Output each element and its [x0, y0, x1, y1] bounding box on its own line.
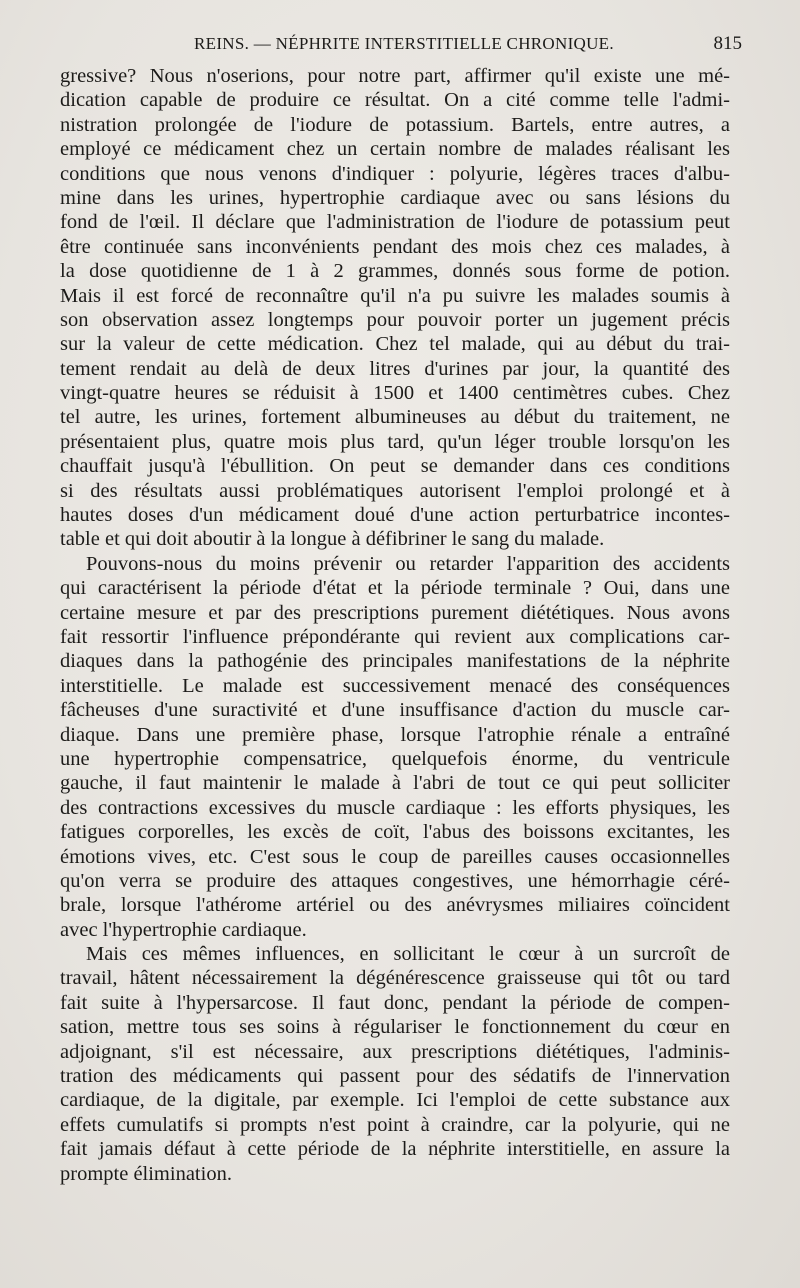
text-line: diaque. Dans une première phase, lorsque l'atrophie rénale a entraîné — [60, 723, 730, 746]
text-line: la dose quotidienne de 1 à 2 grammes, donnés sous forme de potion. — [60, 260, 730, 283]
text-line: tement rendait au delà de deux litres d'urines par jour, la quantité des — [60, 357, 730, 380]
text-line: fâcheuses d'une suractivité et d'une insuffisance d'action du muscle car- — [60, 699, 730, 722]
text-line: cardiaque, de la digitale, par exemple. Ici l'emploi de cette substance aux — [60, 1089, 730, 1112]
text-line: hautes doses d'un médicament doué d'une action perturbatrice incontes- — [60, 504, 730, 527]
text-line: qu'on verra se produire des attaques congestives, une hémorrhagie céré- — [60, 869, 730, 892]
text-line: tel autre, les urines, fortement albumineuses au début du traitement, ne — [60, 406, 730, 429]
text-line: effets cumulatifs si prompts n'est point à craindre, car la polyurie, qui ne — [60, 1113, 730, 1136]
text-line: travail, hâtent nécessairement la dégénérescence graisseuse qui tôt ou tard — [60, 967, 730, 990]
text-line: vingt-quatre heures se réduisit à 1500 et 1400 centimètres cubes. Chez — [60, 382, 730, 405]
text-line: Pouvons-nous du moins prévenir ou retarder l'apparition des accidents — [86, 552, 730, 575]
body-text — [60, 64, 730, 1186]
text-line: employé ce médicament chez un certain nombre de malades réalisant les — [60, 138, 730, 161]
text-line: conditions que nous venons d'indiquer : polyurie, légères traces d'albu- — [60, 162, 730, 185]
text-line: nistration prolongée de l'iodure de potassium. Bartels, entre autres, a — [60, 113, 730, 136]
running-header — [60, 30, 742, 58]
paragraph-1 — [60, 64, 730, 552]
text-line: gressive? Nous n'oserions, pour notre part, affirmer qu'il existe une mé- — [60, 65, 730, 87]
text-line: fatigues corporelles, les excès de coït, l'abus des boissons excitantes, les — [60, 821, 730, 844]
text-line: des contractions excessives du muscle cardiaque : les efforts physiques, les — [60, 796, 730, 819]
page-number: 815 — [713, 33, 742, 54]
section-title: REINS. — NÉPHRITE INTERSTITIELLE CHRONIQUE. — [194, 34, 614, 53]
text-line: tration des médicaments qui passent pour des sédatifs de l'innervation — [60, 1065, 730, 1088]
paragraph-2 — [60, 552, 730, 942]
text-line: si des résultats aussi problématiques autorisent l'emploi prolongé et à — [60, 479, 730, 502]
text-line: son observation assez longtemps pour pouvoir porter un jugement précis — [60, 308, 730, 331]
text-line: fait ressortir l'influence prépondérante qui revient aux complications car- — [60, 625, 730, 648]
text-line: diaques dans la pathogénie des principales manifestations de la néphrite — [60, 650, 730, 673]
text-line: mine dans les urines, hypertrophie cardiaque avec ou sans lésions du — [60, 186, 730, 209]
text-line: une hypertrophie compensatrice, quelquefois énorme, du ventricule — [60, 747, 730, 770]
text-line: émotions vives, etc. C'est sous le coup de pareilles causes occasionnelles — [60, 845, 730, 868]
text-line: brale, lorsque l'athérome artériel ou des anévrysmes miliaires coïncident — [60, 894, 730, 917]
text-line: sur la valeur de cette médication. Chez tel malade, qui au début du trai- — [60, 333, 730, 356]
text-line: chauffait jusqu'à l'ébullition. On peut se demander dans ces conditions — [60, 455, 730, 478]
text-line: qui caractérisent la période d'état et la période terminale ? Oui, dans une — [60, 577, 730, 600]
text-line: fait suite à l'hypersarcose. Il faut donc, pendant la période de compen- — [60, 991, 730, 1014]
text-line: sation, mettre tous ses soins à régulariser le fonctionnement du cœur en — [60, 1016, 730, 1039]
text-line: Mais ces mêmes influences, en sollicitant le cœur à un surcroît de — [86, 943, 730, 966]
text-line: gauche, il faut maintenir le malade à l'abri de tout ce qui peut solliciter — [60, 772, 730, 795]
text-line: certaine mesure et par des prescriptions purement diététiques. Nous avons — [60, 601, 730, 624]
text-line: présentaient plus, quatre mois plus tard, qu'un léger trouble lorsqu'on les — [60, 430, 730, 453]
text-line: Mais il est forcé de reconnaître qu'il n'a pu suivre les malades soumis à — [60, 284, 730, 307]
text-line: table et qui doit aboutir à la longue à défibriner le sang du malade. — [60, 528, 605, 551]
text-line: être continuée sans inconvénients pendant des mois chez ces malades, à — [60, 235, 730, 258]
paragraph-3 — [60, 942, 730, 1186]
text-line: dication capable de produire ce résultat. On a cité comme telle l'admi- — [60, 89, 730, 112]
text-line: fait jamais défaut à cette période de la néphrite interstitielle, en assure la — [60, 1138, 730, 1161]
text-line: prompte élimination. — [60, 1162, 232, 1185]
text-line: avec l'hypertrophie cardiaque. — [60, 918, 307, 941]
text-line: fond de l'œil. Il déclare que l'administration de l'iodure de potassium peut — [60, 211, 730, 234]
text-line: interstitielle. Le malade est successivement menacé des conséquences — [60, 674, 730, 697]
text-line: adjoignant, s'il est nécessaire, aux prescriptions diététiques, l'adminis- — [60, 1040, 730, 1063]
